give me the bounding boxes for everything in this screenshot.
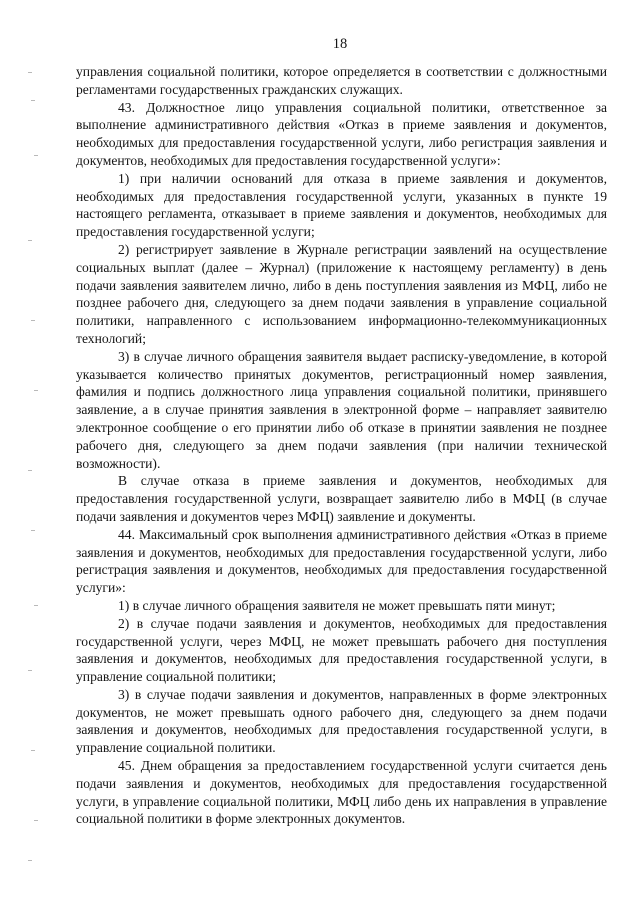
page-number: 18 xyxy=(332,36,348,52)
scan-mark xyxy=(31,100,35,101)
scan-mark xyxy=(31,750,35,751)
scan-mark xyxy=(28,240,32,241)
scan-mark xyxy=(28,860,32,861)
paragraph-continuation: управления социальной политики, которое определяется в соответствии с должностными регламентами государственных гражданских служащих. xyxy=(76,64,607,97)
paragraph-44-item-1: 1) в случае личного обращения заявителя не может превышать пяти минут; xyxy=(118,597,556,613)
paragraph-43-refusal-note: В случае отказа в приеме заявления и документов, необходимых для предоставления государственной услуги, возвращает заявителю либо в МФЦ (в случае подачи заявления и документов через МФЦ) заявление и документы. xyxy=(76,473,607,524)
scan-mark xyxy=(34,390,38,391)
document-body xyxy=(76,63,607,828)
paragraph-44-item-2: 2) в случае подачи заявления и документов, необходимых для предоставления государственной услуги, через МФЦ, не может превышать рабочего дня поступления заявления и документов, необходимых для предоставления государственной услуги, в управление социальной политики; xyxy=(76,615,607,685)
scan-mark xyxy=(34,820,38,821)
paragraph-44: 44. Максимальный срок выполнения административного действия «Отказ в приеме заявления и документов, необходимых для предоставления государственной услуги, либо регистрация заявления и документов, необходимых для предоставления государственной услуги»: xyxy=(76,526,607,596)
paragraph-44-item-3: 3) в случае подачи заявления и документов, направленных в форме электронных документов, не может превышать одного рабочего дня, следующего за днем подачи заявления и документов, необходимых для предоставления государственной услуги, в управление социальной политики. xyxy=(76,686,607,756)
scan-mark xyxy=(28,470,32,471)
scan-mark xyxy=(28,670,32,671)
paragraph-43-item-2: 2) регистрирует заявление в Журнале регистрации заявлений на осуществление социальных выплат (далее – Журнал) (приложение к настоящему регламенту) в день подачи заявления заявителем лично, либо в день поступления заявления из МФЦ, либо не позднее рабочего дня, следующего за днем подачи заявления в управление социальной политики, направленного с использованием информационно-телекоммуникационных технологий; xyxy=(76,241,607,346)
paragraph-43: 43. Должностное лицо управления социальной политики, ответственное за выполнение административного действия «Отказ в приеме заявления и документов, необходимых для предоставления государственной услуги, либо регистрация заявления и документов, необходимых для предоставления государственной услуги»: xyxy=(76,99,607,168)
scan-mark xyxy=(34,605,38,606)
scan-mark xyxy=(31,320,35,321)
paragraph-43-item-1: 1) при наличии оснований для отказа в приеме заявления и документов, необходимых для предоставления государственной услуги, указанных в пункте 19 настоящего регламента, отказывает в приеме заявления и документов, необходимых для предоставления государственной услуги; xyxy=(76,170,607,240)
scan-margin-marks xyxy=(28,60,46,880)
scan-mark xyxy=(28,72,32,73)
paragraph-45: 45. Днем обращения за предоставлением государственной услуги считается день подачи заявления и документов, необходимых для предоставления государственной услуги, в управление социальной политики, МФЦ либо день их направления в управление социальной политики в форме электронных документов. xyxy=(76,758,607,827)
scan-mark xyxy=(31,530,35,531)
paragraph-43-item-3: 3) в случае личного обращения заявителя выдает расписку-уведомление, в которой указывается количество принятых документов, регистрационный номер заявления, фамилия и подпись должностного лица управления социальной политики, принявшего заявление, а в случае принятия заявления в электронной форме – направляет заявителю электронное сообщение о его принятии либо об отказе в принятии заявления не позднее рабочего дня, следующего за днем подачи заявления (при наличии технической возможности). xyxy=(76,348,607,471)
scan-mark xyxy=(34,155,38,156)
